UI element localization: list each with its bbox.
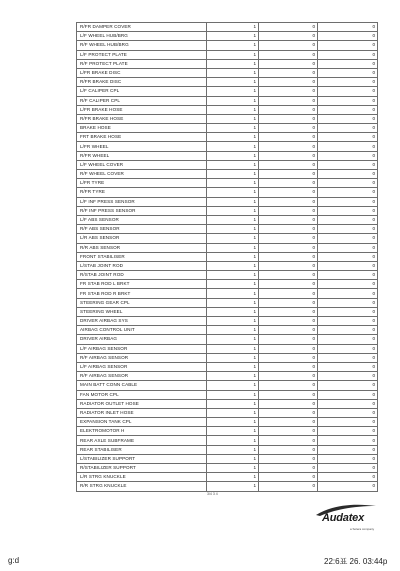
table-row <box>77 105 378 114</box>
part-name-cell: R/F WHEEL HUB/BRG <box>77 41 207 50</box>
value-b-cell: 0 <box>318 68 378 77</box>
value-a-cell: 0 <box>259 317 318 326</box>
part-name-cell: R/F PROTECT PLATE <box>77 59 207 68</box>
value-a-cell: 0 <box>259 454 318 463</box>
value-b-cell: 0 <box>318 32 378 41</box>
value-a-cell: 0 <box>259 142 318 151</box>
quantity-cell: 1 <box>207 41 259 50</box>
value-b-cell: 0 <box>318 436 378 445</box>
table-row <box>77 188 378 197</box>
value-b-cell: 0 <box>318 142 378 151</box>
quantity-cell: 1 <box>207 280 259 289</box>
quantity-cell: 1 <box>207 473 259 482</box>
value-a-cell: 0 <box>259 23 318 32</box>
part-name-cell: RADIATOR INLET HOSE <box>77 408 207 417</box>
value-b-cell: 0 <box>318 427 378 436</box>
table-row <box>77 50 378 59</box>
logo-wordmark: Audatex <box>322 512 364 524</box>
value-b-cell: 0 <box>318 206 378 215</box>
part-name-cell: AIRBAG CONTROL UNIT <box>77 326 207 335</box>
value-b-cell: 0 <box>318 179 378 188</box>
value-a-cell: 0 <box>259 243 318 252</box>
table-row <box>77 151 378 160</box>
value-b-cell: 0 <box>318 344 378 353</box>
value-b-cell: 0 <box>318 261 378 270</box>
part-name-cell: DRIVER AIRBAG <box>77 335 207 344</box>
value-b-cell: 0 <box>318 114 378 123</box>
value-b-cell: 0 <box>318 464 378 473</box>
table-row <box>77 59 378 68</box>
value-b-cell: 0 <box>318 234 378 243</box>
value-a-cell: 0 <box>259 225 318 234</box>
value-a-cell: 0 <box>259 105 318 114</box>
part-name-cell: R/R ABS SENSOR <box>77 243 207 252</box>
value-a-cell: 0 <box>259 436 318 445</box>
quantity-cell: 1 <box>207 234 259 243</box>
table-row <box>77 464 378 473</box>
value-a-cell: 0 <box>259 280 318 289</box>
quantity-cell: 1 <box>207 170 259 179</box>
part-name-cell: L/STAB JOINT ROD <box>77 261 207 270</box>
part-name-cell: DRIVER AIRBAG SYS <box>77 317 207 326</box>
part-name-cell: L/F ABS SENSOR <box>77 215 207 224</box>
value-b-cell: 0 <box>318 454 378 463</box>
quantity-cell: 1 <box>207 68 259 77</box>
value-b-cell: 0 <box>318 188 378 197</box>
value-b-cell: 0 <box>318 418 378 427</box>
part-name-cell: FRONT STABILISER <box>77 252 207 261</box>
table-row <box>77 418 378 427</box>
quantity-cell: 1 <box>207 105 259 114</box>
value-b-cell: 0 <box>318 197 378 206</box>
value-a-cell: 0 <box>259 335 318 344</box>
table-row <box>77 372 378 381</box>
value-a-cell: 0 <box>259 32 318 41</box>
value-a-cell: 0 <box>259 261 318 270</box>
value-a-cell: 0 <box>259 399 318 408</box>
value-a-cell: 0 <box>259 96 318 105</box>
part-name-cell: L/F WHEEL COVER <box>77 160 207 169</box>
table-row <box>77 381 378 390</box>
value-b-cell: 0 <box>318 280 378 289</box>
value-a-cell: 0 <box>259 151 318 160</box>
table-row <box>77 41 378 50</box>
part-name-cell: REAR STABILISER <box>77 445 207 454</box>
quantity-cell: 1 <box>207 298 259 307</box>
quantity-cell: 1 <box>207 50 259 59</box>
table-row <box>77 133 378 142</box>
value-a-cell: 0 <box>259 41 318 50</box>
part-name-cell: L/R STRG KNUCKLE <box>77 473 207 482</box>
value-a-cell: 0 <box>259 124 318 133</box>
part-name-cell: R/FR TYRE <box>77 188 207 197</box>
table-row <box>77 114 378 123</box>
logo-tagline: a Solera company <box>350 527 375 531</box>
value-b-cell: 0 <box>318 78 378 87</box>
part-name-cell: L/F PROTECT PLATE <box>77 50 207 59</box>
value-b-cell: 0 <box>318 170 378 179</box>
part-name-cell: L/F AIRBAG SENSOR <box>77 362 207 371</box>
value-a-cell: 0 <box>259 234 318 243</box>
value-a-cell: 0 <box>259 464 318 473</box>
quantity-cell: 1 <box>207 408 259 417</box>
quantity-cell: 1 <box>207 261 259 270</box>
quantity-cell: 1 <box>207 271 259 280</box>
quantity-cell: 1 <box>207 317 259 326</box>
value-b-cell: 0 <box>318 225 378 234</box>
quantity-cell: 1 <box>207 335 259 344</box>
part-name-cell: ELEKTROMOTOR H <box>77 427 207 436</box>
parts-table-body <box>77 23 378 492</box>
quantity-cell: 1 <box>207 215 259 224</box>
part-name-cell: L/F WHEEL HUB/BRG <box>77 32 207 41</box>
value-b-cell: 0 <box>318 307 378 316</box>
value-b-cell: 0 <box>318 215 378 224</box>
table-row <box>77 271 378 280</box>
value-b-cell: 0 <box>318 133 378 142</box>
value-a-cell: 0 <box>259 160 318 169</box>
quantity-cell: 1 <box>207 418 259 427</box>
table-row <box>77 427 378 436</box>
table-row <box>77 170 378 179</box>
value-a-cell: 0 <box>259 390 318 399</box>
part-name-cell: L/F CALIPER CPL <box>77 87 207 96</box>
quantity-cell: 1 <box>207 482 259 491</box>
value-b-cell: 0 <box>318 124 378 133</box>
quantity-cell: 1 <box>207 454 259 463</box>
quantity-cell: 1 <box>207 188 259 197</box>
part-name-cell: L/F AIRBAG SENSOR <box>77 344 207 353</box>
footer-timestamp: 22:6표 26. 03:44p <box>324 557 388 566</box>
table-row <box>77 179 378 188</box>
table-row <box>77 280 378 289</box>
quantity-cell: 1 <box>207 160 259 169</box>
table-row <box>77 78 378 87</box>
table-row <box>77 96 378 105</box>
part-name-cell: R/F INF PRESS SENSOR <box>77 206 207 215</box>
value-a-cell: 0 <box>259 133 318 142</box>
value-a-cell: 0 <box>259 326 318 335</box>
value-b-cell: 0 <box>318 381 378 390</box>
value-a-cell: 0 <box>259 252 318 261</box>
value-b-cell: 0 <box>318 317 378 326</box>
value-b-cell: 0 <box>318 271 378 280</box>
value-b-cell: 0 <box>318 243 378 252</box>
value-a-cell: 0 <box>259 344 318 353</box>
table-row <box>77 335 378 344</box>
table-row <box>77 206 378 215</box>
table-row <box>77 390 378 399</box>
value-b-cell: 0 <box>318 399 378 408</box>
value-a-cell: 0 <box>259 445 318 454</box>
table-row <box>77 160 378 169</box>
part-name-cell: L/FR BRAKE DISC <box>77 68 207 77</box>
part-name-cell: BRAKE HOSE <box>77 124 207 133</box>
value-b-cell: 0 <box>318 151 378 160</box>
table-row <box>77 344 378 353</box>
table-row <box>77 399 378 408</box>
quantity-cell: 1 <box>207 390 259 399</box>
part-name-cell: R/FR WHEEL <box>77 151 207 160</box>
quantity-cell: 1 <box>207 23 259 32</box>
value-a-cell: 0 <box>259 78 318 87</box>
quantity-cell: 1 <box>207 78 259 87</box>
table-row <box>77 23 378 32</box>
table-row <box>77 353 378 362</box>
quantity-cell: 1 <box>207 427 259 436</box>
part-name-cell: R/F ABS SENSOR <box>77 225 207 234</box>
value-a-cell: 0 <box>259 206 318 215</box>
table-row <box>77 362 378 371</box>
value-a-cell: 0 <box>259 307 318 316</box>
quantity-cell: 1 <box>207 353 259 362</box>
value-a-cell: 0 <box>259 427 318 436</box>
part-name-cell: R/STABILIZER SUPPORT <box>77 464 207 473</box>
value-a-cell: 0 <box>259 59 318 68</box>
table-row <box>77 436 378 445</box>
value-a-cell: 0 <box>259 418 318 427</box>
value-b-cell: 0 <box>318 160 378 169</box>
part-name-cell: R/R STRG KNUCKLE <box>77 482 207 491</box>
quantity-cell: 1 <box>207 344 259 353</box>
quantity-cell: 1 <box>207 179 259 188</box>
table-row <box>77 243 378 252</box>
value-a-cell: 0 <box>259 179 318 188</box>
part-name-cell: EXPANSION TANK CPL <box>77 418 207 427</box>
parts-table <box>76 22 378 492</box>
table-row <box>77 124 378 133</box>
value-a-cell: 0 <box>259 215 318 224</box>
quantity-cell: 1 <box>207 32 259 41</box>
quantity-cell: 1 <box>207 252 259 261</box>
part-name-cell: FR STAB ROD L BRKT <box>77 280 207 289</box>
part-name-cell: R/F WHEEL COVER <box>77 170 207 179</box>
table-row <box>77 473 378 482</box>
value-b-cell: 0 <box>318 289 378 298</box>
value-a-cell: 0 <box>259 482 318 491</box>
table-row <box>77 454 378 463</box>
table-row <box>77 298 378 307</box>
value-b-cell: 0 <box>318 96 378 105</box>
part-name-cell: R/FR DAMPER COVER <box>77 23 207 32</box>
part-name-cell: R/F AIRBAG SENSOR <box>77 353 207 362</box>
table-row <box>77 317 378 326</box>
value-b-cell: 0 <box>318 50 378 59</box>
value-b-cell: 0 <box>318 353 378 362</box>
value-a-cell: 0 <box>259 197 318 206</box>
value-a-cell: 0 <box>259 372 318 381</box>
table-row <box>77 261 378 270</box>
value-b-cell: 0 <box>318 362 378 371</box>
part-name-cell: L/STABILIZER SUPPORT <box>77 454 207 463</box>
quantity-cell: 1 <box>207 87 259 96</box>
value-b-cell: 0 <box>318 59 378 68</box>
part-name-cell: R/F AIRBAG SENSOR <box>77 372 207 381</box>
value-b-cell: 0 <box>318 335 378 344</box>
quantity-cell: 1 <box>207 96 259 105</box>
quantity-cell: 1 <box>207 114 259 123</box>
value-a-cell: 0 <box>259 353 318 362</box>
table-row <box>77 32 378 41</box>
value-a-cell: 0 <box>259 381 318 390</box>
value-b-cell: 0 <box>318 326 378 335</box>
value-b-cell: 0 <box>318 23 378 32</box>
table-row <box>77 307 378 316</box>
value-a-cell: 0 <box>259 50 318 59</box>
part-name-cell: L/FR TYRE <box>77 179 207 188</box>
quantity-cell: 1 <box>207 59 259 68</box>
page-mark: 3/4 3 4 <box>207 492 218 496</box>
value-a-cell: 0 <box>259 68 318 77</box>
table-row <box>77 252 378 261</box>
quantity-cell: 1 <box>207 464 259 473</box>
value-a-cell: 0 <box>259 87 318 96</box>
value-a-cell: 0 <box>259 473 318 482</box>
table-row <box>77 87 378 96</box>
value-b-cell: 0 <box>318 252 378 261</box>
table-row <box>77 68 378 77</box>
part-name-cell: FAN MOTOR CPL <box>77 390 207 399</box>
value-a-cell: 0 <box>259 408 318 417</box>
quantity-cell: 1 <box>207 197 259 206</box>
footer-left-text: g:d <box>8 556 20 565</box>
value-a-cell: 0 <box>259 298 318 307</box>
part-name-cell: FRT BRAKE HOSE <box>77 133 207 142</box>
quantity-cell: 1 <box>207 307 259 316</box>
value-a-cell: 0 <box>259 362 318 371</box>
part-name-cell: L/FR WHEEL <box>77 142 207 151</box>
part-name-cell: FR STAB ROD R BRKT <box>77 289 207 298</box>
value-b-cell: 0 <box>318 408 378 417</box>
table-row <box>77 482 378 491</box>
value-a-cell: 0 <box>259 114 318 123</box>
value-a-cell: 0 <box>259 170 318 179</box>
value-b-cell: 0 <box>318 390 378 399</box>
value-b-cell: 0 <box>318 105 378 114</box>
value-a-cell: 0 <box>259 289 318 298</box>
value-b-cell: 0 <box>318 41 378 50</box>
quantity-cell: 1 <box>207 225 259 234</box>
part-name-cell: REAR AXLE SUBFRAME <box>77 436 207 445</box>
part-name-cell: MAIN BATT CONN CABLE <box>77 381 207 390</box>
table-row <box>77 234 378 243</box>
quantity-cell: 1 <box>207 399 259 408</box>
value-b-cell: 0 <box>318 473 378 482</box>
part-name-cell: RADIATOR OUTLET HOSE <box>77 399 207 408</box>
part-name-cell: L/FR BRAKE HOSE <box>77 105 207 114</box>
quantity-cell: 1 <box>207 362 259 371</box>
value-b-cell: 0 <box>318 445 378 454</box>
value-a-cell: 0 <box>259 188 318 197</box>
part-name-cell: STEERING WHEEL <box>77 307 207 316</box>
quantity-cell: 1 <box>207 289 259 298</box>
quantity-cell: 1 <box>207 381 259 390</box>
part-name-cell: L/R ABS SENSOR <box>77 234 207 243</box>
quantity-cell: 1 <box>207 326 259 335</box>
part-name-cell: R/FR BRAKE DISC <box>77 78 207 87</box>
quantity-cell: 1 <box>207 142 259 151</box>
table-row <box>77 142 378 151</box>
value-b-cell: 0 <box>318 482 378 491</box>
value-b-cell: 0 <box>318 87 378 96</box>
value-a-cell: 0 <box>259 271 318 280</box>
quantity-cell: 1 <box>207 151 259 160</box>
quantity-cell: 1 <box>207 133 259 142</box>
table-row <box>77 408 378 417</box>
part-name-cell: L/F INF PRESS SENSOR <box>77 197 207 206</box>
value-b-cell: 0 <box>318 298 378 307</box>
audatex-logo <box>310 503 382 535</box>
table-row <box>77 197 378 206</box>
part-name-cell: R/F CALIPER CPL <box>77 96 207 105</box>
quantity-cell: 1 <box>207 206 259 215</box>
quantity-cell: 1 <box>207 445 259 454</box>
table-row <box>77 289 378 298</box>
quantity-cell: 1 <box>207 243 259 252</box>
part-name-cell: R/STAB JOINT ROD <box>77 271 207 280</box>
part-name-cell: STEERING GEAR CPL <box>77 298 207 307</box>
quantity-cell: 1 <box>207 124 259 133</box>
table-row <box>77 215 378 224</box>
value-b-cell: 0 <box>318 372 378 381</box>
table-row <box>77 445 378 454</box>
part-name-cell: R/FR BRAKE HOSE <box>77 114 207 123</box>
table-row <box>77 326 378 335</box>
table-row <box>77 225 378 234</box>
quantity-cell: 1 <box>207 372 259 381</box>
quantity-cell: 1 <box>207 436 259 445</box>
